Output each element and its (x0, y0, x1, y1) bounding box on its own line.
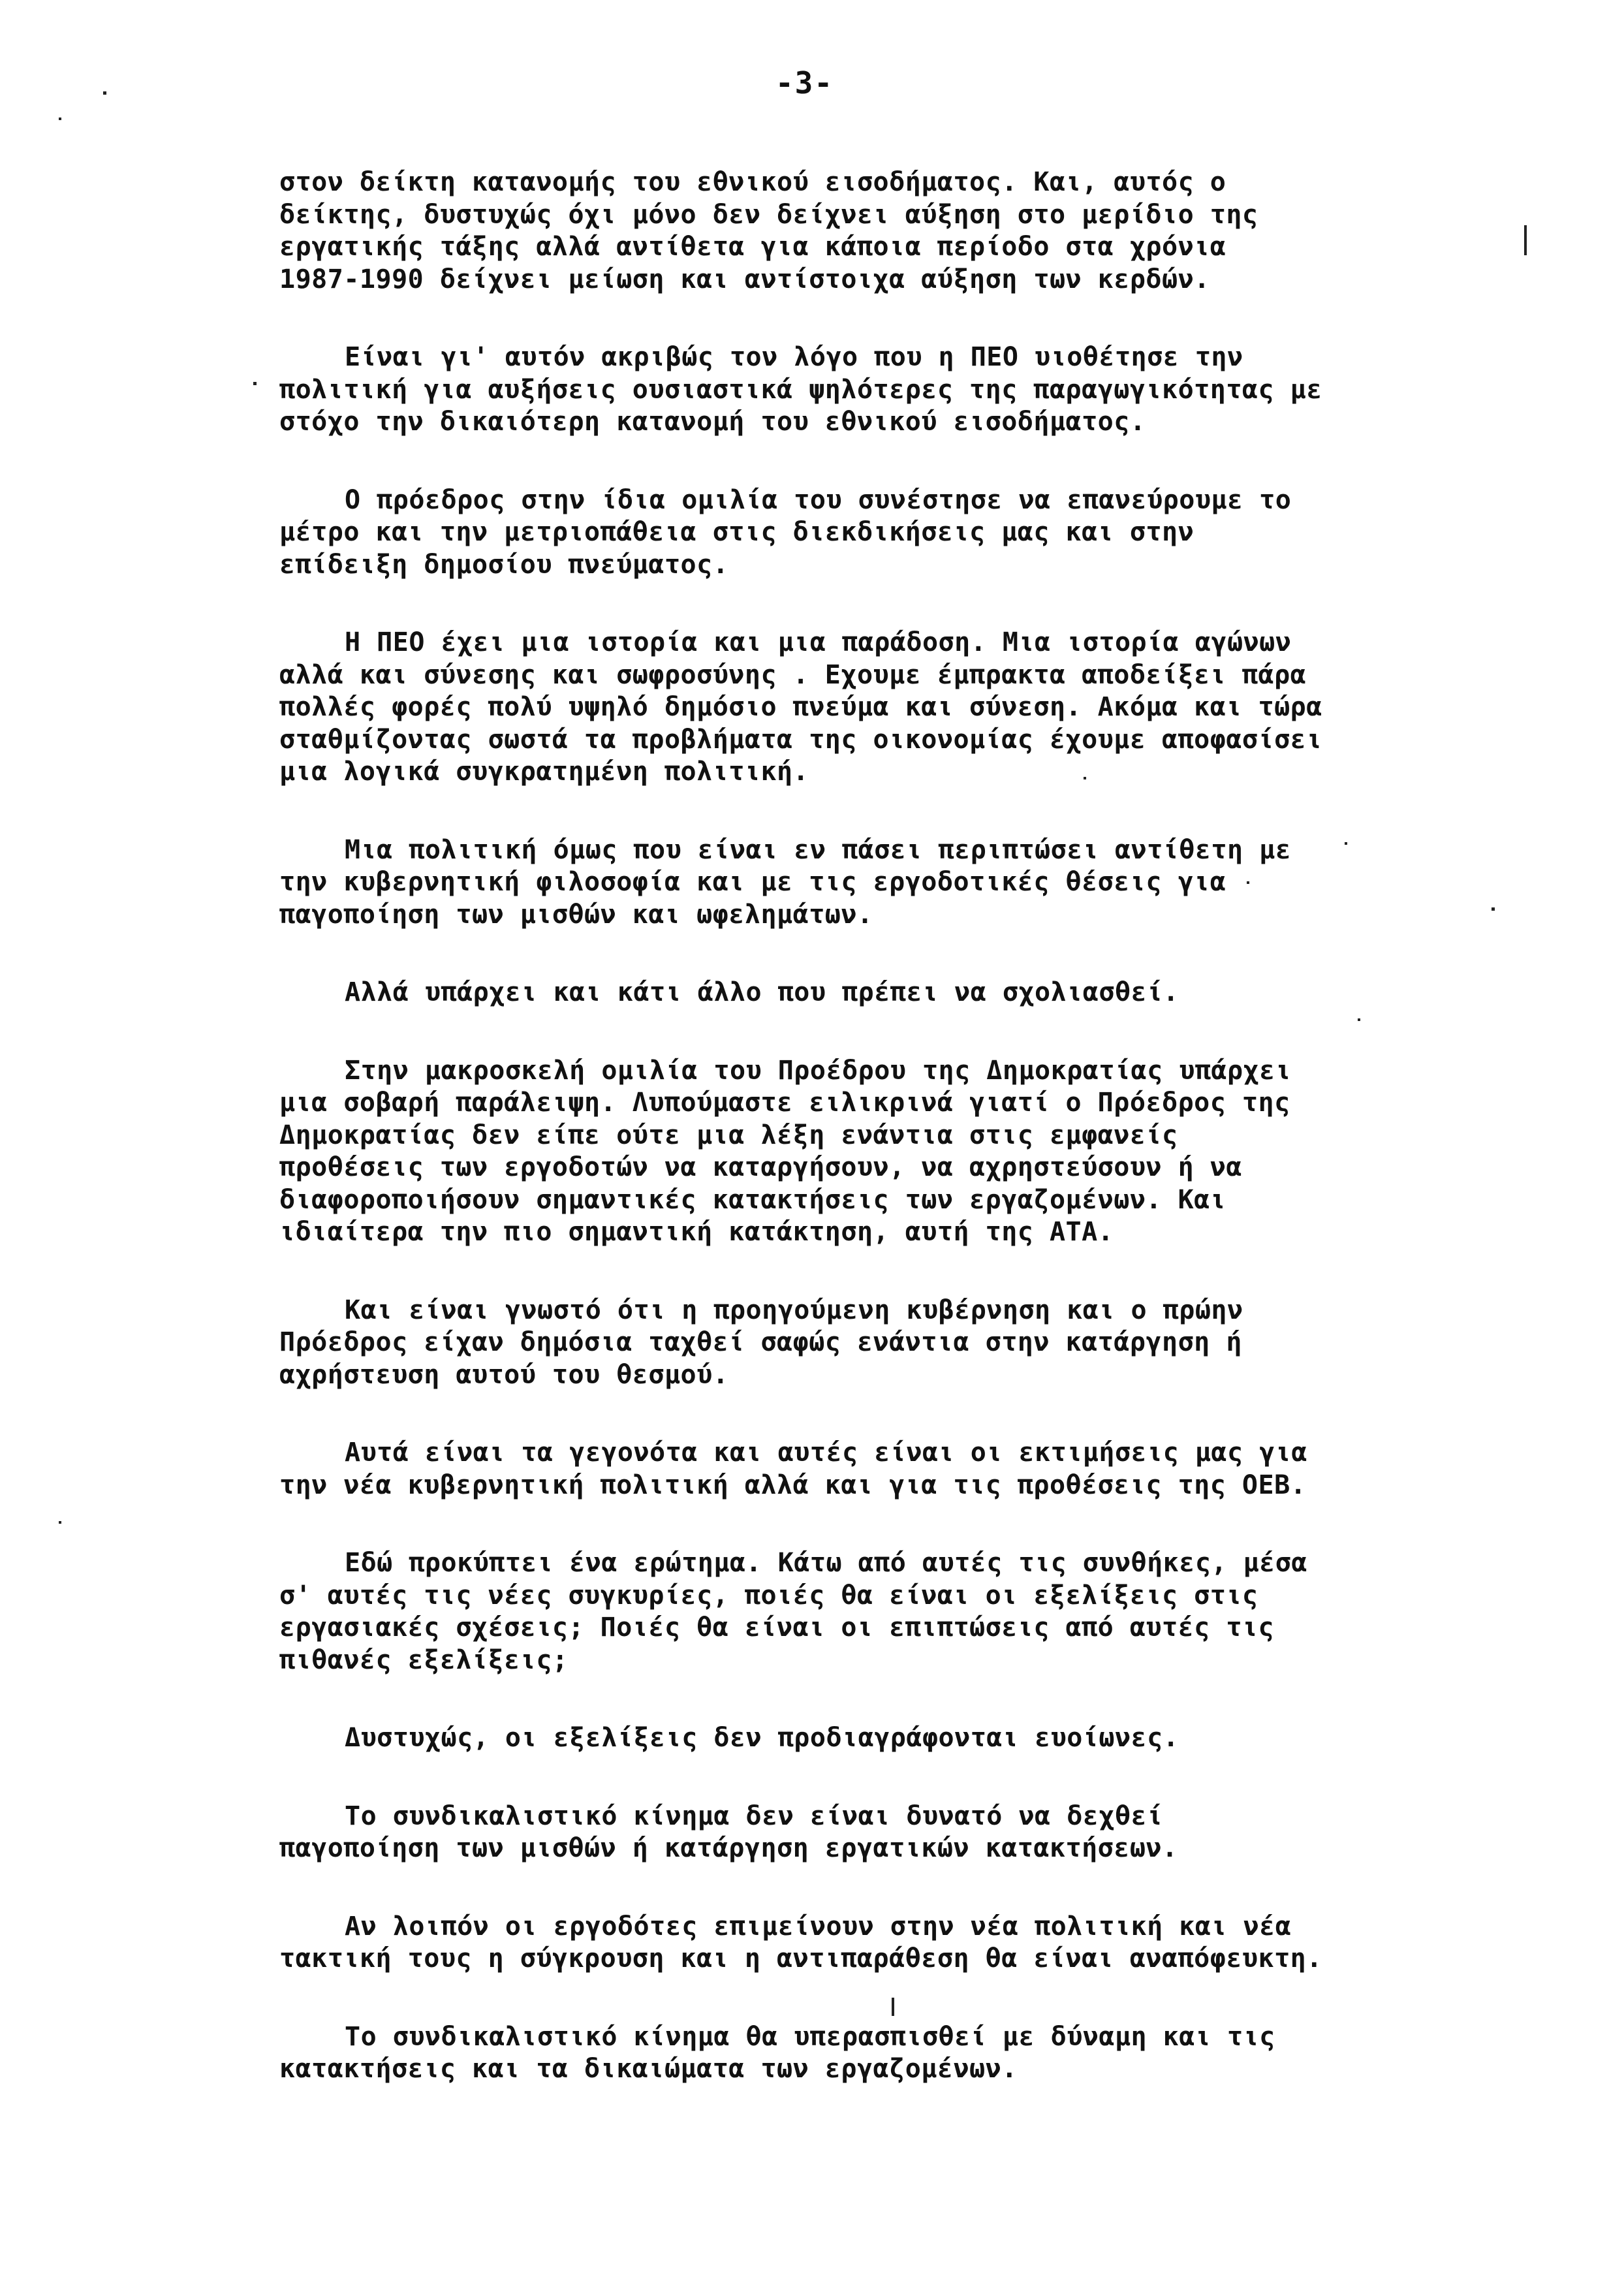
text-line: αλλά και σύνεσης και σωφροσύνης . Εχουμε έμπρακτα αποδείξει πάρα (279, 659, 1307, 690)
scan-speck (1492, 907, 1495, 911)
paragraph (279, 1911, 1389, 1975)
text-line: τακτική τους η σύγκρουση και η αντιπαράθεση θα είναι αναπόφευκτη. (279, 1943, 1322, 1974)
paragraph (279, 2021, 1389, 2086)
paragraph (279, 484, 1389, 582)
text-line: διαφοροποιήσουν σημαντικές κατακτήσεις των εργαζομένων. Και (279, 1184, 1226, 1215)
scan-speck (1524, 225, 1527, 255)
text-line: Η ΠΕΟ έχει μια ιστορία και μια παράδοση. Μια ιστορία αγώνων (345, 627, 1292, 657)
text-line: την κυβερνητική φιλοσοφία και με τις εργοδοτικές θέσεις για (279, 867, 1226, 897)
paragraph (279, 166, 1389, 296)
text-line: στον δείκτη κατανομής του εθνικού εισοδήματος. Και, αυτός ο (279, 167, 1226, 197)
text-line: εργατικής τάξης αλλά αντίθετα για κάποια περίοδο στα χρόνια (279, 232, 1226, 262)
text-line: εργασιακές σχέσεις; Ποιές θα είναι οι επιπτώσεις από αυτές τις (279, 1612, 1275, 1643)
text-line: Αλλά υπάρχει και κάτι άλλο που πρέπει να σχολιασθεί. (345, 977, 1179, 1007)
text-line: Το συνδικαλιστικό κίνημα δεν είναι δυνατό να δεχθεί (345, 1801, 1163, 1831)
text-line: Δυστυχώς, οι εξελίξεις δεν προδιαγράφονται ευοίωνες. (345, 1723, 1179, 1753)
text-line: μια σοβαρή παράλειψη. Λυπούμαστε ειλικρινά γιατί ο Πρόεδρος της (279, 1088, 1290, 1118)
text-line: την νέα κυβερνητική πολιτική αλλά και για τις προθέσεις της ΟΕΒ. (279, 1470, 1307, 1500)
scan-speck (1345, 842, 1347, 845)
text-line: 1987-1990 δείχνει μείωση και αντίστοιχα αύξηση των κερδών. (279, 264, 1210, 294)
paragraph (279, 1055, 1389, 1249)
text-line: στόχο την δικαιότερη κατανομή του εθνικού εισοδήματος. (279, 407, 1146, 437)
text-line: Μια πολιτική όμως που είναι εν πάσει περιπτώσει αντίθετη με (345, 834, 1292, 865)
text-line: Το συνδικαλιστικό κίνημα θα υπερασπισθεί με δύναμη και τις (345, 2021, 1275, 2052)
scan-speck (1358, 1018, 1360, 1021)
document-body (279, 166, 1389, 2131)
scan-speck (59, 118, 61, 120)
paragraph (279, 1295, 1389, 1392)
text-line: προθέσεις των εργοδοτών να καταργήσουν, να αχρηστεύσουν ή να (279, 1152, 1242, 1182)
text-line: πολλές φορές πολύ υψηλό δημόσιο πνεύμα και σύνεση. Ακόμα και τώρα (279, 692, 1322, 722)
text-line: Ο πρόεδρος στην ίδια ομιλία του συνέστησε να επανεύρουμε το (345, 484, 1292, 515)
text-line: Στην μακροσκελή ομιλία του Προέδρου της Δημοκρατίας υπάρχει (345, 1055, 1292, 1086)
paragraph (279, 834, 1389, 932)
paragraph (279, 1801, 1389, 1865)
text-line: δείκτης, δυστυχώς όχι μόνο δεν δείχνει αύξηση στο μερίδιο της (279, 199, 1258, 230)
text-line: Αυτά είναι τα γεγονότα και αυτές είναι οι εκτιμήσεις μας για (345, 1438, 1307, 1468)
scan-speck (59, 1521, 61, 1524)
scan-speck (103, 91, 106, 95)
text-line: ιδιαίτερα την πιο σημαντική κατάκτηση, αυτή της ΑΤΑ. (279, 1217, 1114, 1247)
text-line: Πρόεδρος είχαν δημόσια ταχθεί σαφώς ενάντια στην κατάργηση ή (279, 1327, 1242, 1357)
text-line: Αν λοιπόν οι εργοδότες επιμείνουν στην νέα πολιτική και νέα (345, 1911, 1292, 1942)
paragraph (279, 627, 1389, 789)
paragraph (279, 1437, 1389, 1502)
text-line: παγοποίηση των μισθών και ωφελημάτων. (279, 899, 873, 930)
text-line: Και είναι γνωστό ότι η προηγούμενη κυβέρνηση και ο πρώην (345, 1295, 1243, 1325)
paragraph (279, 341, 1389, 439)
text-line: σταθμίζοντας σωστά τα προβλήματα της οικονομίας έχουμε αποφασίσει (279, 724, 1322, 755)
text-line: πολιτική για αυξήσεις ουσιαστικά ψηλότερες της παραγωγικότητας με (279, 374, 1322, 405)
paragraph (279, 977, 1389, 1009)
scan-speck (1247, 881, 1249, 884)
text-line: μέτρο και την μετριοπάθεια στις διεκδικήσεις μας και στην (279, 517, 1195, 547)
page-number: -3- (775, 65, 834, 101)
scan-speck (892, 1998, 894, 2016)
text-line: μια λογικά συγκρατημένη πολιτική. (279, 757, 809, 787)
text-line: παγοποίηση των μισθών ή κατάργηση εργατικών κατακτήσεων. (279, 1833, 1178, 1863)
text-line: Είναι γι' αυτόν ακριβώς τον λόγο που η ΠΕΟ υιοθέτησε την (345, 342, 1243, 372)
scan-speck (253, 382, 257, 385)
paragraph (279, 1547, 1389, 1676)
text-line: επίδειξη δημοσίου πνεύματος. (279, 549, 729, 580)
text-line: πιθανές εξελίξεις; (279, 1644, 569, 1675)
text-line: Δημοκρατίας δεν είπε ούτε μια λέξη ενάντια στις εμφανείς (279, 1120, 1178, 1150)
scan-speck (1084, 777, 1086, 779)
text-line: αχρήστευση αυτού του θεσμού. (279, 1359, 729, 1390)
text-line: κατακτήσεις και τα δικαιώματα των εργαζομένων. (279, 2054, 1018, 2084)
paragraph (279, 1722, 1389, 1755)
text-line: Εδώ προκύπτει ένα ερώτημα. Κάτω από αυτές τις συνθήκες, μέσα (345, 1548, 1307, 1578)
text-line: σ' αυτές τις νέες συγκυρίες, ποιές θα είναι οι εξελίξεις στις (279, 1580, 1258, 1611)
